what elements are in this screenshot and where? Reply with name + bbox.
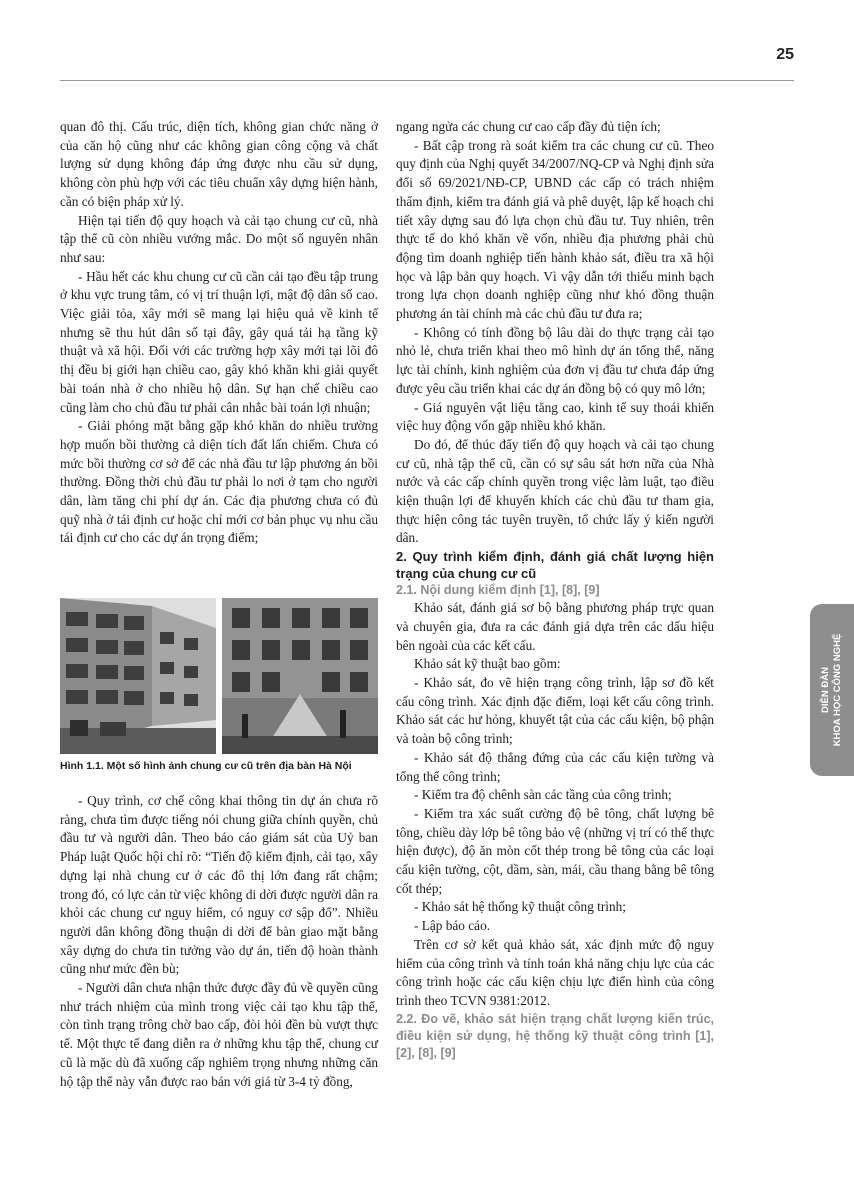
figure-photos <box>60 598 378 754</box>
paragraph: - Kiểm tra xác suất cường độ bê tông, chất lượng bê tông, chiều dày lớp bê tông bảo vệ (những vị trí có thể thực hiện được), độ ăn mòn cốt thép trong bê tông của các loại cấu kiện tường, cột, dầm, sàn, mái, cầu thang bằng bê tông cốt thép; <box>396 805 714 896</box>
apartment-photo-right <box>222 598 378 754</box>
subsection-heading: 2.2. Đo vẽ, khảo sát hiện trạng chất lượng kiến trúc, điều kiện sử dụng, hệ thống kỹ thuật công trình [1], [2], [8], [9] <box>396 1011 714 1060</box>
paragraph: Do đó, để thúc đẩy tiến độ quy hoạch và cải tạo chung cư cũ, nhà tập thể cũ, cần có sự sâu sát hơn nữa của Nhà nước và các cấp chính quyền trong việc làm luật, tạo điều kiện thuận lợi để khuyến khích các chủ đầu tư tham gia, thực hiện công tác tuyên truyền, tổ chức lấy ý kiến người dân. <box>396 436 714 546</box>
paragraph: Trên cơ sở kết quả khảo sát, xác định mức độ nguy hiểm của công trình và tính toán khả năng chịu lực của các công trình hoặc các cấu kiện chịu lực điển hình của công trình theo TCVN 9381:2012. <box>396 936 714 1008</box>
paragraph: - Khảo sát hệ thống kỹ thuật công trình; <box>414 899 626 915</box>
left-column-lower <box>60 792 378 1091</box>
paragraph: - Kiểm tra độ chênh sàn các tầng của công trình; <box>414 787 672 803</box>
paragraph: Hiện tại tiến độ quy hoạch và cải tạo chung cư cũ, nhà tập thể cũ còn nhiều vướng mắc. Do một số nguyên nhân như sau: <box>60 212 378 265</box>
figure-caption: Hình 1.1. Một số hình ảnh chung cư cũ trên địa bàn Hà Nội <box>60 760 352 772</box>
paragraph: - Quy trình, cơ chế công khai thông tin dự án chưa rõ ràng, chưa tìm được tiếng nói chung giữa chính quyền, chủ đầu tư và người dân. Theo báo cáo giám sát của Uỷ ban Pháp luật Quốc hội chỉ rõ: “Tiến độ kiểm định, cải tạo, xây dựng lại nhà chung cư ở các đô thị lớn đang rất chậm; trong đó, có lực cản từ việc không di dời được người dân ra khỏi các chung cư nguy hiểm, có nguy cơ sập đổ”. Nhiều người dân không đồng thuận di dời để bàn giao mặt bằng xây dựng do chưa tin tưởng vào dự án, tiến độ hoàn thành cũng như mức đền bù; <box>60 793 378 977</box>
page-number: 25 <box>776 46 794 63</box>
side-tab-line1: DIỄN ĐÀN <box>820 667 831 713</box>
paragraph: - Không có tính đồng bộ lâu dài do thực trạng cải tạo nhỏ lẻ, chưa triển khai theo mô hình dự án tổng thể, năng lực tài chính, kinh nghiệm của đơn vị đầu tư chưa đáp ứng được yêu cầu triển khai các dự án đồng bộ có quy mô lớn; <box>396 324 714 396</box>
paragraph: quan đô thị. Cấu trúc, diện tích, không gian chức năng ở của căn hộ cũng như các không gian công cộng và chất lượng sử dụng không đáp ứng được nhu cầu sử dụng, không còn phù hợp với các tiêu chuẩn xây dựng hiện hành, cần có biện pháp xử lý. <box>60 119 378 209</box>
paragraph: - Giải phóng mặt bằng gặp khó khăn do nhiều trường hợp muốn bồi thường cả diện tích đất lấn chiếm. Chưa có mức bồi thường cơ sở để các nhà đầu tư lập phương án bồi thường. Đồng thời chủ đầu tư phải lo nơi ở tạm cho người dân, làm tăng chi phí dự án. Các địa phương chưa có đủ quỹ nhà ở tái định cư hoặc chỉ mới cơ bản phục vụ nhu cầu tái định cư cho các dự án trọng điểm; <box>60 418 378 546</box>
paragraph: - Khảo sát, đo vẽ hiện trạng công trình, lập sơ đồ kết cấu công trình. Xác định đặc điểm, loại kết cấu công trình. Khảo sát các hư hỏng, khuyết tật của các cấu kiện, bộ phận và toàn bộ công trình; <box>396 674 714 747</box>
apartment-photo-left <box>60 598 216 754</box>
side-tab <box>810 604 854 776</box>
left-column <box>60 118 378 548</box>
paragraph: - Bất cập trong rà soát kiểm tra các chung cư cũ. Theo quy định của Nghị quyết 34/2007/NQ-CP và Nghị định sửa đổi số 69/2021/NĐ-CP, UBND các cấp có trách nhiệm thẩm định, kiểm tra đánh giá và phê duyệt, lập kế hoạch chi tiết xây dựng sau đó lựa chọn chủ đầu tư. Tuy nhiên, trên thực tế do khó khăn về vốn, nhiều địa phương phải chủ động tìm doanh nghiệp tiến hành khảo sát, điều tra xã hội học và lập bản quy hoạch. Vì vậy dẫn tới thiếu minh bạch trong lựa chọn doanh nghiệp cũng như khó đồng thuận phương án tài chính mà các chủ đầu tư đưa ra; <box>396 137 714 322</box>
paragraph: Khảo sát kỹ thuật bao gồm: <box>414 656 561 672</box>
paragraph: - Lập báo cáo. <box>414 918 491 934</box>
paragraph: - Giá nguyên vật liệu tăng cao, kinh tế suy thoái khiến việc huy động vốn gặp nhiều khó khăn. <box>396 399 714 434</box>
paragraph: - Người dân chưa nhận thức được đầy đủ về quyền cũng như trách nhiệm của mình trong việc cải tạo khu tập thể, còn tình trạng trông chờ bao cấp, đòi hỏi đền bù vượt thực tế. Một thực tế đang diễn ra ở những khu tập thể, chung cư cũ là mặc dù đã xuống cấp nghiêm trọng nhưng những căn hộ tập thể này vẫn được rao bán với giá từ 3-4 tỷ đồng, <box>60 980 378 1089</box>
side-tab-label <box>820 634 844 747</box>
subsection-heading: 2.1. Nội dung kiểm định [1], [8], [9] <box>396 583 600 598</box>
paragraph: - Hầu hết các khu chung cư cũ cần cải tạo đều tập trung ở khu vực trung tâm, có vị trí thuận lợi, mật độ dân số cao. Việc giải tỏa, xây mới sẽ mang lại hiệu quả về kinh tế nhưng sẽ thu hút dân số tại đây, gây quá tải hạ tầng kỹ thuật và xã hội. Đối với các trường hợp xây mới tại lõi đô thị đều bị giới hạn chiều cao, gây khó khăn khi giải quyết bài toán nhà ở cho nhiều hộ dân. Sự hạn chế chiều cao cũng làm cho chủ đầu tư phải cân nhắc bài toán lợi nhuận; <box>60 268 378 415</box>
paragraph: - Khảo sát độ thẳng đứng của các cấu kiện tường và tổng thể công trình; <box>396 749 714 784</box>
paragraph: Khảo sát, đánh giá sơ bộ bằng phương pháp trực quan và chuyên gia, đưa ra các đánh giá dựa trên các dấu hiệu bên ngoài của các kết cấu. <box>396 600 714 653</box>
side-tab-line2: KHOA HỌC CÔNG NGHỆ <box>832 633 843 747</box>
paragraph: ngang ngửa các chung cư cao cấp đầy đủ tiện ích; <box>396 119 661 134</box>
section-heading: 2. Quy trình kiểm định, đánh giá chất lượng hiện trạng của chung cư cũ <box>396 549 714 582</box>
header-rule <box>60 80 794 81</box>
right-column <box>396 118 714 1062</box>
